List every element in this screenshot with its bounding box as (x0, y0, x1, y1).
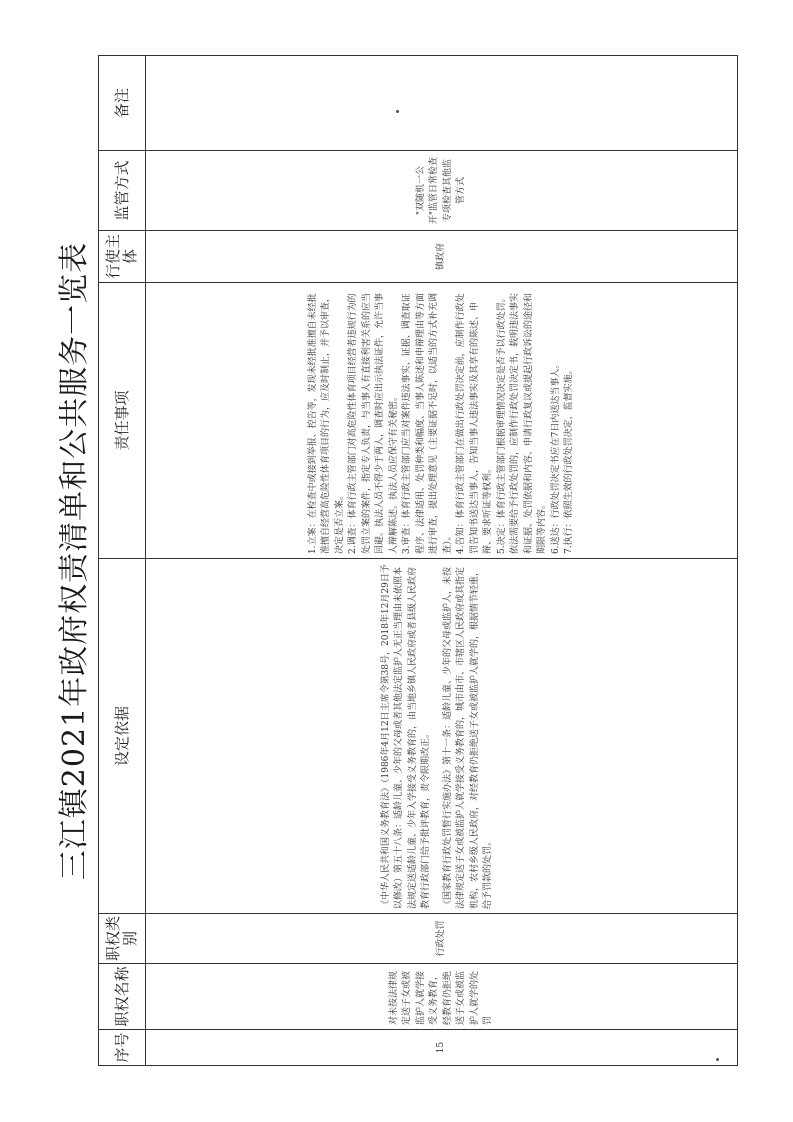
cell-category: 行政处罚 (145, 914, 737, 964)
basis-paragraph-1: 《中华人民共和国义务教育法》（1986年4月12日主席令第38号，2018年12月29日予以修改）第五十八条：适龄儿童、少年的父母或者其他法定监护人无正当理由未依照本法规定送适龄儿童、少年入学接受义务教育的，由当地乡镇人民政府或者县级人民政府教育行政部门给予批评教育，责令限期改正。 (380, 564, 431, 909)
cell-subject: 镇政府 (145, 231, 737, 283)
resp-item-2: 2.调查：体育行政主管部门对高危险性体育项目经营者违规行为的处罚立案的案件，指定专人负责，与当事人有直接利害关系的应当回避。执法人员不得少于两人，调查时应出示执法证件，允许当事人辩解陈述。执法人员应保守有关秘密。 (347, 292, 398, 554)
cell-name: 对未按法律规定送子女或被监护人就学接受义务教育，经教育仍拒绝送子女或被监护人就学的处罚 (145, 964, 737, 1030)
cell-responsibility (145, 283, 737, 559)
cell-remarks (145, 56, 737, 151)
resp-item-4: 4.告知：体育行政主管部门在做出行政处罚决定前，应制作行政处罚告知书送达当事人，告知当事人违法事实及其享有的陈述、申辩、要求听证等权利。 (455, 293, 493, 554)
cell-supervision: "双随机一公开"监管日常检查专项检查其他监管方式 (145, 151, 737, 231)
header-subject: 行使主体 (98, 231, 145, 283)
resp-item-5: 5.决定：体育行政主管部门根据审理情况决定是否予以行政处罚。依法需要给予行政处罚的，应制作行政处罚决定书，载明违法事实和证据、处罚依据和内容、申请行政复议或提起行政诉讼的途径和期限等内容。 (496, 292, 547, 554)
cell-no: 15 (145, 1030, 737, 1066)
table-row (145, 56, 737, 1066)
scan-speck (396, 110, 399, 113)
document-title: 三江镇2021年政府权责清单和公共服务一览表 (56, 241, 92, 881)
resp-item-3: 3.审查：体育行政主管部门应当对案件违法事实、证据、调查取证程序、法律适用、处罚种类和幅度、当事人陈述和申辩理由等方面进行审查，提出处理意见（主要证据不足时，以适当的方式补充调查）。 (401, 292, 452, 554)
table-header-row (98, 56, 145, 1066)
header-responsibility: 责任事项 (98, 283, 145, 559)
header-supervision: 监管方式 (98, 151, 145, 231)
header-basis: 设定依据 (98, 559, 145, 914)
header-remarks: 备注 (98, 56, 145, 151)
scan-speck (716, 1058, 719, 1061)
rotated-sheet (52, 56, 742, 1066)
resp-item-1: 1.立案：在检查中或接到举报、控告等，发现未经批准擅自未经批准擅自经营高危险性体育项目的行为，应及时制止，并予以审查，决定是否立案。 (307, 292, 344, 554)
header-no: 序号 (98, 1030, 145, 1066)
header-name: 职权名称 (98, 964, 145, 1030)
basis-paragraph-2: 《国家教育行政处罚暂行实施办法》第十一条：适龄儿童、少年的父母或监护人，未按法律规定送子女或被监护人就学接受义务教育的，城市由市、市辖区人民政府或其指定机构，农村乡级人民政府，对经教育仍拒绝送子女或被监护人就学的，根据情节轻重，给予罚款的处罚。 (442, 566, 493, 909)
cell-basis (145, 559, 737, 914)
header-category: 职权类别 (98, 914, 145, 964)
resp-item-7: 7.执行：依照生效的行政处罚决定，监督实施。 (563, 365, 574, 554)
resp-item-6: 6.送达：行政处罚决定书应在7日内送达当事人。 (550, 359, 560, 554)
responsibility-table (98, 55, 738, 1066)
